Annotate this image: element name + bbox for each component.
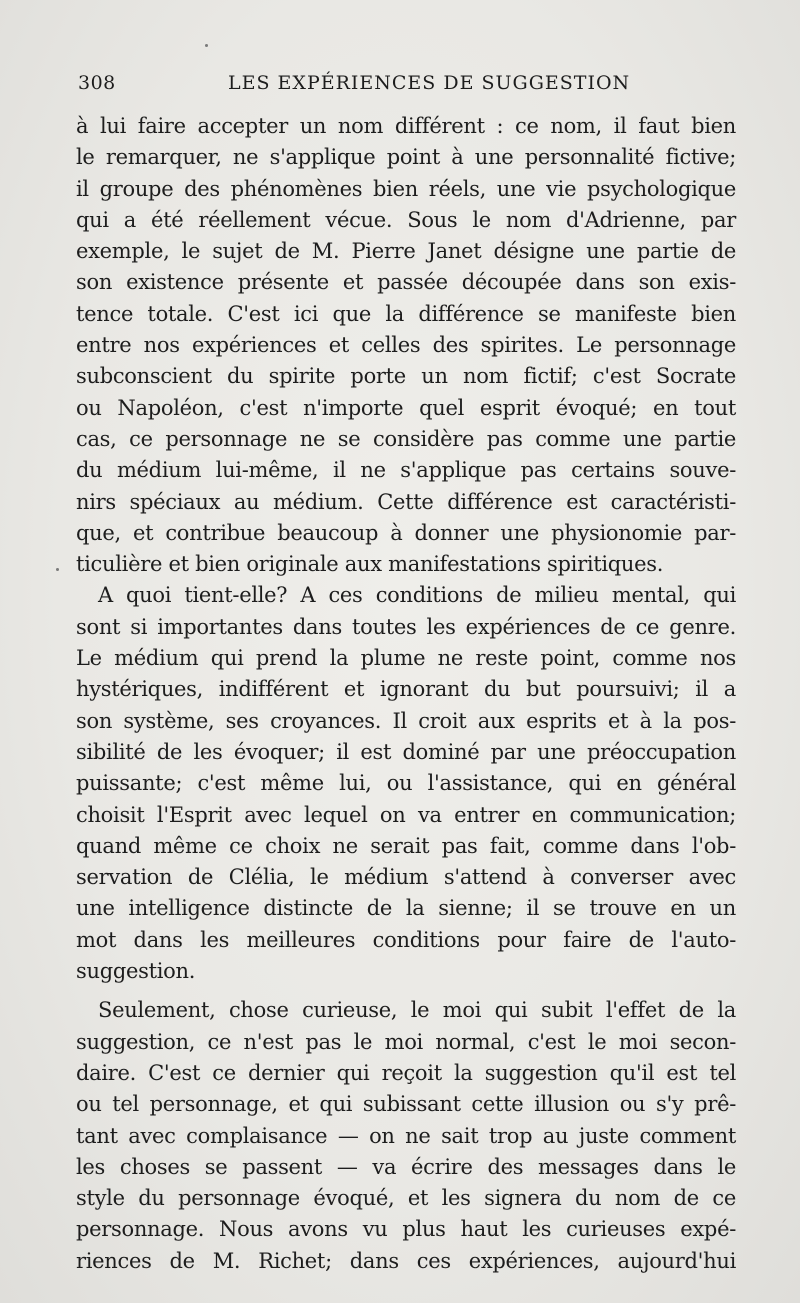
text-line: style du personnage évoqué, et les signera du nom de ce — [76, 1186, 736, 1211]
text-line: nirs spéciaux au médium. Cette différence est caractéristi- — [76, 489, 736, 514]
paper-speck — [56, 568, 59, 571]
paper-speck — [205, 44, 208, 47]
text-line: riences de M. Richet; dans ces expériences, aujourd'hui — [76, 1248, 736, 1273]
text-line: hystériques, indifférent et ignorant du but poursuivi; il a — [76, 677, 736, 702]
text-line: subconscient du spirite porte un nom fictif; c'est Socrate — [76, 364, 736, 389]
text-line: ou Napoléon, c'est n'importe quel esprit évoqué; en tout — [76, 395, 736, 420]
text-line: les choses se passent — va écrire des messages dans le — [76, 1154, 736, 1179]
text-line: son existence présente et passée découpée dans son exis- — [76, 270, 736, 295]
text-line: suggestion. — [76, 959, 196, 984]
text-line: choisit l'Esprit avec lequel on va entrer en communication; — [76, 802, 736, 827]
text-line: il groupe des phénomènes bien réels, une vie psychologique — [76, 176, 736, 201]
running-title: LES EXPÉRIENCES DE SUGGESTION — [228, 72, 631, 94]
text-line: le remarquer, ne s'applique point à une personnalité fictive; — [76, 145, 736, 170]
text-line: servation de Clélia, le médium s'attend à converser avec — [76, 865, 736, 890]
text-line: daire. C'est ce dernier qui reçoit la suggestion qu'il est tel — [76, 1060, 736, 1085]
text-line: sibilité de les évoquer; il est dominé par une préoccupation — [76, 739, 736, 764]
paragraph-3 — [76, 995, 736, 1277]
page-number: 308 — [78, 72, 116, 94]
text-line: Le médium qui prend la plume ne reste point, comme nos — [76, 646, 736, 671]
paragraph-1 — [76, 111, 736, 580]
running-head — [78, 72, 738, 104]
text-line: à lui faire accepter un nom différent : ce nom, il faut bien — [76, 114, 736, 138]
text-line: ticulière et bien originale aux manifestations spiritiques. — [76, 552, 664, 577]
text-line: que, et contribue beaucoup à donner une physionomie par- — [76, 520, 736, 545]
text-line: qui a été réellement vécue. Sous le nom d'Adrienne, par — [76, 207, 736, 232]
text-line: du médium lui-même, il ne s'applique pas certains souve- — [76, 458, 736, 483]
text-line: sont si importantes dans toutes les expériences de ce genre. — [76, 614, 736, 639]
text-line: son système, ses croyances. Il croit aux esprits et à la pos- — [76, 708, 736, 733]
text-line: mot dans les meilleures conditions pour faire de l'auto- — [76, 927, 736, 952]
text-line: Seulement, chose curieuse, le moi qui subit l'effet de la — [98, 998, 736, 1023]
text-line: personnage. Nous avons vu plus haut les curieuses expé- — [76, 1217, 736, 1242]
paragraph-2 — [76, 580, 736, 987]
text-line: tant avec complaisance — on ne sait trop au juste comment — [76, 1123, 736, 1148]
body-text — [76, 111, 736, 1277]
text-line: une intelligence distincte de la sienne; il se trouve en un — [76, 896, 736, 921]
text-line: cas, ce personnage ne se considère pas comme une partie — [76, 426, 736, 451]
text-line: ou tel personnage, et qui subissant cette illusion ou s'y prê- — [76, 1092, 736, 1117]
text-line: puissante; c'est même lui, ou l'assistance, qui en général — [76, 771, 736, 796]
text-line: exemple, le sujet de M. Pierre Janet désigne une partie de — [76, 239, 736, 264]
text-line: tence totale. C'est ici que la différence se manifeste bien — [76, 301, 736, 326]
paragraph-gap — [76, 987, 736, 995]
text-line: quand même ce choix ne serait pas fait, comme dans l'ob- — [76, 833, 736, 858]
text-line: A quoi tient-elle? A ces conditions de milieu mental, qui — [98, 583, 736, 608]
text-line: suggestion, ce n'est pas le moi normal, c'est le moi secon- — [76, 1029, 736, 1054]
text-line: entre nos expériences et celles des spirites. Le personnage — [76, 333, 736, 358]
